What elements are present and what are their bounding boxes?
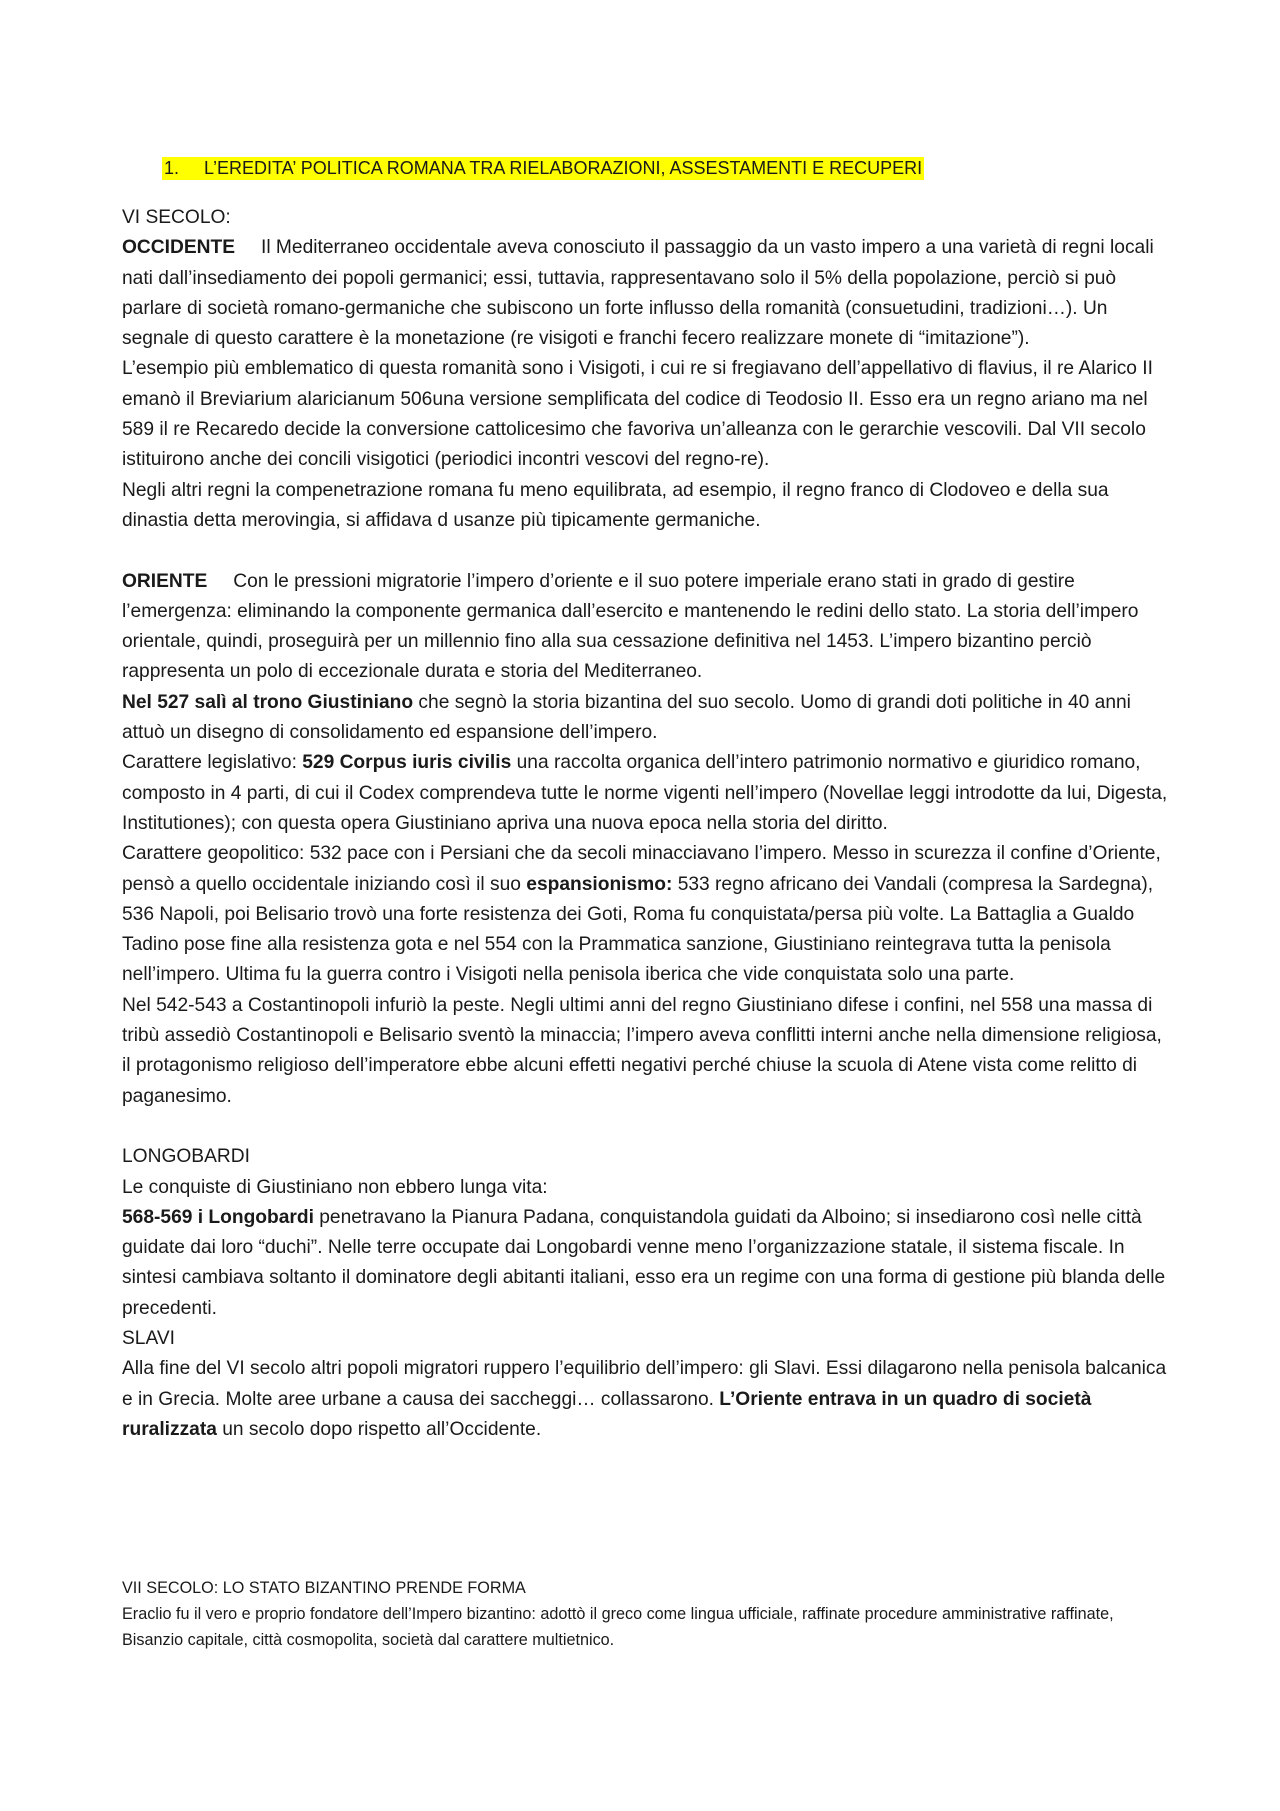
vii-secolo-paragraph-1: Eraclio fu il vero e proprio fondatore dell’Impero bizantino: adottò il greco come lingua ufficiale, raffinate procedure amministrative raffinate, Bisanzio capitale, città cosmopolita, società dal carattere multietnico. [122,1605,1114,1649]
longobardi-label: LONGOBARDI [122,1146,250,1168]
slavi-label: SLAVI [122,1327,175,1349]
longobardi-paragraph-1: Le conquiste di Giustiniano non ebbero lunga vita: [122,1176,548,1198]
heading-number: 1. [164,158,180,178]
main-body [122,203,1172,1445]
longobardi-paragraph-2: 568-569 i Longobardi penetravano la Pianura Padana, conquistandola guidati da Alboino; si insediarono così nelle città guidate dai loro “duchi”. Nelle terre occupate dai Longobardi venne meno l’organizzazione statale, il sistema fiscale. In sintesi cambiava soltanto il dominatore degli abitanti italiani, esso era un regime con una forma di gestione più blanda delle precedenti. [122,1206,1166,1319]
oriente-label: ORIENTE [122,570,208,592]
spacer [122,536,1172,566]
heading-title: L’EREDITA’ POLITICA ROMANA TRA RIELABORAZIONI, ASSESTAMENTI E RECUPERI [204,158,923,178]
oriente-paragraph-5: Nel 542-543 a Costantinopoli infuriò la peste. Negli ultimi anni del regno Giustiniano difese i confini, nel 558 una massa di tribù assediò Costantinopoli e Belisario sventò la minaccia; l’impero aveva conflitti interni anche nella dimensione religiosa, il protagonismo religioso dell’imperatore ebbe alcuni effetti negativi perché chiuse la scuola di Atene vista come relitto di paganesimo. [122,994,1162,1107]
oriente-paragraph-1: ORIENTE Con le pressioni migratorie l’impero d’oriente e il suo potere imperiale erano stati in grado di gestire l’emergenza: eliminando la componente germanica dall’esercito e mantenendo le redini dello stato. La storia dell’impero orientale, quindi, proseguirà per un millennio fino alla sua cessazione definitiva nel 1453. L’impero bizantino perciò rappresenta un polo di eccezionale durata e storia del Mediterraneo. [122,570,1139,683]
occidente-label: OCCIDENTE [122,237,235,259]
heading-highlight [162,157,924,180]
spacer [122,1112,1172,1142]
occidente-paragraph-2: L’esempio più emblematico di questa romanità sono i Visigoti, i cui re si fregiavano dell’appellativo di flavius, il re Alarico II emanò il Breviarium alaricianum 506una versione semplificata del codice di Teodosio II. Esso era un regno ariano ma nel 589 il re Recaredo decide la conversione cattolicesimo che favoriva un’alleanza con le gerarchie vescovili. Dal VII secolo istituirono anche dei concili visigotici (periodici incontri vescovi del regno-re). [122,358,1153,471]
section-heading [162,156,924,180]
occidente-paragraph-1: OCCIDENTE Il Mediterraneo occidentale aveva conosciuto il passaggio da un vasto impero a una varietà di regni locali nati dall’insediamento dei popoli germanici; essi, tuttavia, rappresentavano solo il 5% della popolazione, perciò si può parlare di società romano-germaniche che subiscono un forte influsso della romanità (consuetudini, tradizioni…). Un segnale di questo carattere è la monetazione (re visigoti e franchi fecero realizzare monete di “imitazione”). [122,237,1154,350]
vii-secolo-section [122,1575,1172,1653]
oriente-paragraph-4: Carattere geopolitico: 532 pace con i Persiani che da secoli minacciavano l’impero. Messo in scurezza il confine d’Oriente, pensò a quello occidentale iniziando così il suo espansionismo: 533 regno africano dei Vandali (compresa la Sardegna), 536 Napoli, poi Belisario trovò una forte resistenza dei Goti, Roma fu conquistata/persa più volte. La Battaglia a Gualdo Tadino pose fine alla resistenza gota e nel 554 con la Prammatica sanzione, Giustiniano reintegrava tutta la penisola nell’impero. Ultima fu la guerra contro i Visigoti nella penisola iberica che vide conquistata solo una parte. [122,843,1161,986]
slavi-paragraph-1: Alla fine del VI secolo altri popoli migratori ruppero l’equilibrio dell’impero: gli Slavi. Essi dilagarono nella penisola balcanica e in Grecia. Molte aree urbane a causa dei saccheggi… collassarono. L’Oriente entrava in un quadro di società ruralizzata un secolo dopo rispetto all’Occidente. [122,1358,1167,1440]
oriente-paragraph-2: Nel 527 salì al trono Giustiniano che segnò la storia bizantina del suo secolo. Uomo di grandi doti politiche in 40 anni attuò un disegno di consolidamento ed espansione dell’impero. [122,691,1131,744]
vii-secolo-label: VII SECOLO: LO STATO BIZANTINO PRENDE FORMA [122,1579,526,1597]
vi-secolo-label: VI SECOLO: [122,207,231,228]
oriente-paragraph-3: Carattere legislativo: 529 Corpus iuris civilis una raccolta organica dell’intero patrimonio normativo e giuridico romano, composto in 4 parti, di cui il Codex comprendeva tutte le norme vigenti nell’impero (Novellae leggi introdotte da lui, Digesta, Institutiones); con questa opera Giustiniano apriva una nuova epoca nella storia del diritto. [122,752,1168,834]
document-page [122,0,1172,1811]
occidente-paragraph-3: Negli altri regni la compenetrazione romana fu meno equilibrata, ad esempio, il regno franco di Clodoveo e della sua dinastia detta merovingia, si affidava d usanze più tipicamente germaniche. [122,479,1109,531]
